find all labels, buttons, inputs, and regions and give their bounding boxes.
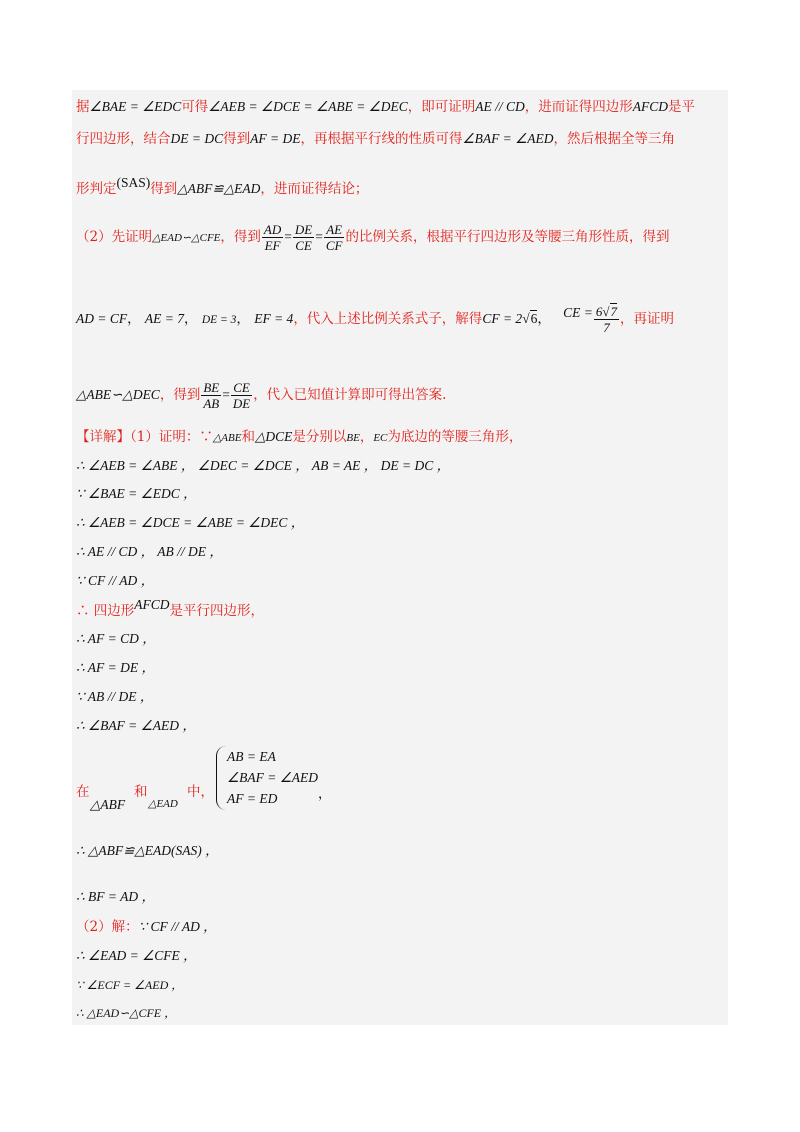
text: （2）先证明 [76, 229, 153, 245]
proof-line: ∴ △ABF≌△EAD(SAS) ， [76, 843, 219, 858]
condition: AB = EA [227, 749, 276, 764]
text: 形判定 [76, 181, 117, 197]
math: CF = 2 [482, 311, 523, 326]
condition: ∠BAF = ∠AED [227, 770, 319, 785]
denominator: 7 [603, 320, 610, 335]
denominator: EF [264, 238, 281, 253]
fraction [324, 222, 345, 253]
numerator: AD [263, 222, 282, 237]
proof-line: ∴ ∠EAD = ∠CFE ， [76, 948, 197, 963]
text: ，再根据平行线的性质可得 [300, 131, 463, 147]
math: ∵ CF // AD ， [138, 919, 217, 934]
text: 中， [187, 784, 214, 800]
math: DE = 3 [201, 314, 237, 326]
proof-line: ∴ AF = CD ， [76, 631, 156, 646]
math: AE = 7 [144, 311, 185, 326]
denominator: CF [325, 238, 343, 253]
radicand: 7 [610, 304, 618, 319]
text: ， [359, 429, 374, 445]
text: 为底边的等腰三角形， [387, 429, 523, 445]
numerator: CE [231, 380, 252, 396]
text: ，代入已知值计算即可得出答案. [253, 387, 447, 403]
text: 据 [76, 99, 90, 115]
text: ，然后根据全等三角 [553, 131, 676, 147]
proof-line [76, 597, 265, 620]
proof-line: ∵ ∠BAE = ∠EDC ， [76, 486, 197, 501]
math: AF = DE [250, 131, 301, 146]
math: EC [373, 432, 388, 444]
text: 是平行四边形， [169, 603, 265, 619]
math: (SAS) [116, 175, 151, 190]
text: 行四边形，结合 [76, 131, 171, 147]
math: △ABE∽△DEC [76, 387, 160, 402]
text: ，再证明 [620, 311, 675, 327]
math: DE = DC [170, 131, 224, 146]
text: 可得 [181, 99, 209, 115]
analysis-line-6: △ABE∽△DEC，得到 $\frac{BE}{AB}$ = $\frac{CE}{DE}$ ，代入已知值计算即可得出答案. [76, 380, 447, 411]
numerator: BE [203, 380, 220, 395]
text: 得到 [150, 181, 178, 197]
math: AFCD [134, 597, 170, 612]
proof-line: ∴ △EAD∽△CFE ， [76, 1006, 177, 1020]
text: 是平 [668, 99, 696, 115]
math: EF = 4 [254, 311, 294, 326]
text: ，代入上述比例关系式子，解得 [293, 311, 483, 327]
condition: AF = ED [227, 791, 278, 806]
math: AFCD [632, 99, 669, 114]
congruence-conditions [216, 746, 318, 810]
analysis-line-4: （2）先证明△EAD∽△CFE，得到 $\frac{AD}{EF}$ = $\frac{DE}{CE}$ = $\frac{AE}{CF}$ 的比例关系，根据平行四边形及等腰三角形性质，得到 [76, 222, 670, 253]
text: ，进而证得结论； [260, 181, 369, 197]
proof-line: ∴ BF = AD ， [76, 889, 155, 904]
proof-line: ∴ ∠AEB = ∠DCE = ∠ABE = ∠DEC ， [76, 515, 305, 530]
text: ， [318, 786, 332, 801]
text: ，进而证得四边形 [524, 99, 633, 115]
text: ，得到 [159, 387, 201, 403]
text: 是分别以 [292, 429, 347, 445]
text: ，即可证明 [407, 99, 476, 115]
math: ∠BAE = ∠EDC [89, 99, 182, 114]
analysis-line-3 [76, 175, 369, 198]
proof-line: ∴ AF = DE ， [76, 660, 155, 675]
math: AE // CD [475, 99, 525, 114]
proof-line: ∴ ∠AEB = ∠ABE ， ∠DEC = ∠DCE ， AB = AE ， DE = DC ， [76, 458, 451, 473]
math: △ABE [212, 432, 242, 444]
coefficient: 6 [595, 304, 603, 319]
fraction [201, 380, 221, 411]
proof-line: ∵ AB // DE ， [76, 689, 154, 704]
denominator: CE [295, 238, 312, 253]
math: ∠AEB = ∠DCE = ∠ABE = ∠DEC [208, 99, 408, 114]
text: （2）解： [76, 919, 139, 935]
analysis-line-5: AD = CF， AE = 7， DE = 3， EF = 4，代入上述比例关系式子，解得CF = 2√6， CE = $\frac{6√7}{7}$ ，再证明 [76, 304, 675, 335]
proof-line: ∴ AE // CD ， AB // DE ， [76, 544, 223, 559]
detail-label: 【详解】 [76, 429, 130, 445]
text: 得到 [223, 131, 251, 147]
fraction [293, 222, 314, 253]
fraction [262, 222, 283, 253]
text: 在 [76, 784, 90, 800]
triangle-ead: △EAD [148, 798, 178, 810]
text: 的比例关系，根据平行四边形及等腰三角形性质，得到 [345, 229, 670, 245]
math: ∠BAF = ∠AED [462, 131, 554, 146]
math: △DCE [254, 429, 293, 444]
text: ∴ 四边形 [76, 603, 135, 619]
radicand: 6 [530, 311, 538, 326]
part-2-heading [76, 918, 217, 936]
math: BE [346, 432, 360, 444]
denominator: AB [203, 396, 220, 411]
math: AD = CF [76, 311, 128, 326]
analysis-line-2 [76, 130, 675, 148]
fraction: $\frac{6√7}{7}$ [595, 304, 618, 335]
proof-line: ∴ ∠BAF = ∠AED ， [76, 718, 196, 733]
numerator: AE [324, 222, 345, 238]
numerator: DE [294, 222, 313, 237]
proof-line: ∵ CF // AD ， [76, 573, 155, 588]
text: （1）证明：∵ [130, 429, 213, 445]
math: △EAD∽△CFE [152, 232, 221, 244]
proof-line: ∵ ∠ECF = ∠AED ， [76, 978, 184, 992]
fraction [231, 380, 252, 411]
denominator: DE [232, 396, 251, 411]
math: CE = [563, 305, 593, 320]
text: ，得到 [220, 229, 261, 245]
math: △ABF≌△EAD [177, 181, 261, 196]
text: 和 [134, 784, 148, 800]
analysis-line-1 [76, 98, 695, 116]
detail-heading-line [76, 428, 522, 447]
text: 和 [241, 429, 255, 445]
triangle-abf: △ABF [90, 797, 126, 812]
